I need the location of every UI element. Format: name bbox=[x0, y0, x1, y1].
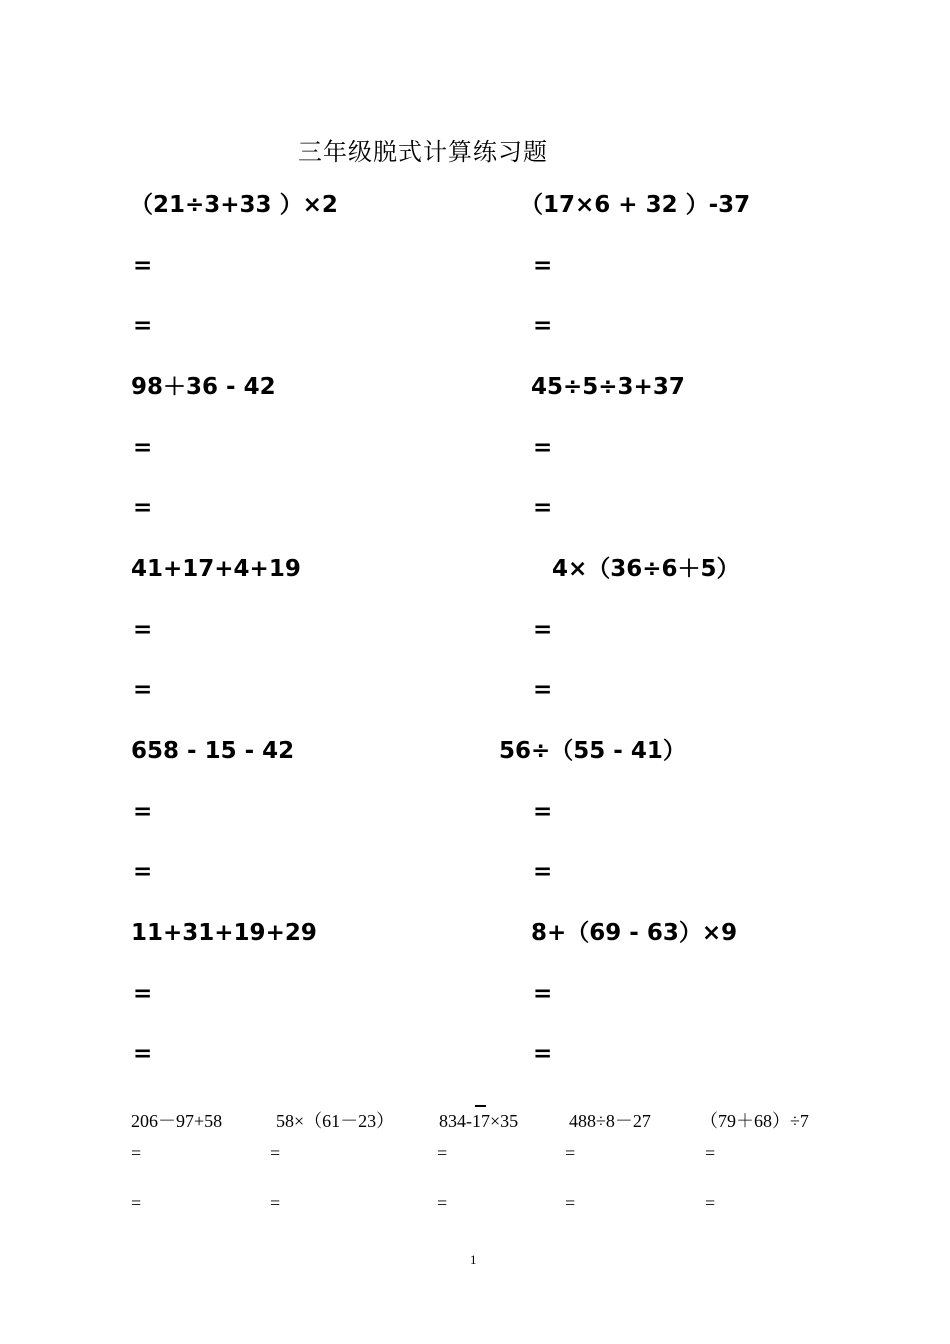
equals-sign: = bbox=[133, 617, 153, 643]
equals-sign: = bbox=[533, 435, 553, 461]
problem-6: 4×（36÷6＋5） bbox=[552, 556, 740, 582]
equals-sign: = bbox=[133, 859, 153, 885]
equals-sign: = bbox=[533, 495, 553, 521]
small-problem-4: 488÷8－27 bbox=[569, 1111, 651, 1131]
small-problem-5: （79＋68）÷7 bbox=[700, 1111, 809, 1131]
problem-8: 56÷（55 - 41） bbox=[499, 738, 686, 764]
problem-10: 8+（69 - 63）×9 bbox=[531, 920, 738, 946]
equals-sign: = bbox=[533, 313, 553, 339]
equals-sign: = bbox=[133, 313, 153, 339]
equals-sign: = bbox=[133, 435, 153, 461]
problem-1: （21÷3+33 ）×2 bbox=[130, 192, 338, 218]
small-problem-3: 834-17×35 bbox=[439, 1111, 519, 1131]
small-problem-1: 206－97+58 bbox=[131, 1111, 223, 1131]
problem-2: （17×6 + 32 ）-37 bbox=[520, 192, 751, 218]
page-number: 1 bbox=[470, 1252, 477, 1267]
equals-sign: = bbox=[533, 677, 553, 703]
equals-sign: = bbox=[705, 1193, 716, 1213]
equals-sign: = bbox=[133, 981, 153, 1007]
problem-9: 11+31+19+29 bbox=[131, 920, 317, 946]
equals-sign: = bbox=[270, 1193, 281, 1213]
equals-sign: = bbox=[131, 1143, 142, 1163]
problem-3: 98＋36 - 42 bbox=[131, 374, 276, 400]
equals-sign: = bbox=[133, 677, 153, 703]
small-problem-2: 58×（61－23） bbox=[276, 1111, 395, 1131]
equals-sign: = bbox=[705, 1143, 716, 1163]
problem-4: 45÷5÷3+37 bbox=[531, 374, 685, 400]
equals-sign: = bbox=[533, 981, 553, 1007]
equals-sign: = bbox=[533, 617, 553, 643]
equals-sign: = bbox=[565, 1143, 576, 1163]
equals-sign: = bbox=[565, 1193, 576, 1213]
equals-sign: = bbox=[437, 1193, 448, 1213]
worksheet-title: 三年级脱式计算练习题 bbox=[298, 138, 548, 166]
equals-sign: = bbox=[437, 1143, 448, 1163]
equals-sign: = bbox=[533, 859, 553, 885]
problem-5: 41+17+4+19 bbox=[131, 556, 301, 582]
equals-sign: = bbox=[133, 253, 153, 279]
equals-sign: = bbox=[133, 495, 153, 521]
problem-7: 658 - 15 - 42 bbox=[131, 738, 295, 764]
equals-sign: = bbox=[533, 1041, 553, 1067]
equals-sign: = bbox=[131, 1193, 142, 1213]
equals-sign: = bbox=[533, 253, 553, 279]
equals-sign: = bbox=[133, 1041, 153, 1067]
equals-sign: = bbox=[270, 1143, 281, 1163]
overbar-mark bbox=[475, 1105, 486, 1107]
equals-sign: = bbox=[133, 799, 153, 825]
equals-sign: = bbox=[533, 799, 553, 825]
